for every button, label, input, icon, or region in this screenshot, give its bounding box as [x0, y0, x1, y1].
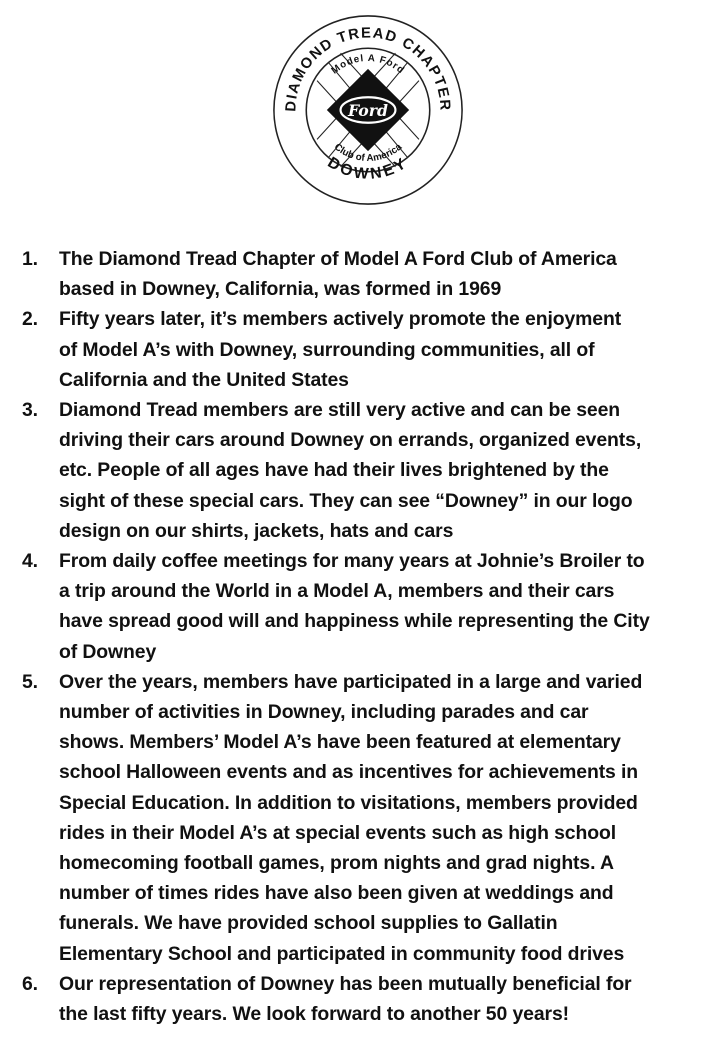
- list-item-number: 3.: [22, 399, 38, 422]
- list-item-line: of Model A’s with Downey, surrounding communities, all of: [59, 338, 595, 361]
- chapter-logo-graphic: [270, 12, 466, 208]
- logo-ford-text: Ford: [348, 100, 388, 120]
- list-item-line: based in Downey, California, was formed in 1969: [59, 278, 502, 301]
- list-item-line: Diamond Tread members are still very active and can be seen: [59, 399, 620, 422]
- list-item-line: Our representation of Downey has been mutually beneficial for: [59, 972, 632, 995]
- list-item-text: [59, 395, 705, 546]
- list-item: [0, 244, 719, 304]
- list-item-line: sight of these special cars. They can see “Downey” in our logo: [59, 489, 633, 512]
- list-item-number: 1.: [22, 248, 38, 270]
- list-item: [0, 395, 719, 546]
- list-item-line: funerals. We have provided school supplies to Gallatin: [59, 912, 558, 935]
- list-item-text: [59, 244, 705, 304]
- list-item-line: the last fifty years. We look forward to another 50 years!: [59, 1003, 570, 1026]
- list-item-line: school Halloween events and as incentives for achievements in: [59, 761, 639, 784]
- list-item-line: homecoming football games, prom nights and grad nights. A: [59, 852, 614, 875]
- logo-inner-top-text: Model A Ford: [329, 52, 407, 77]
- list-item-number: 4.: [22, 550, 38, 573]
- list-item-line: rides in their Model A’s at special events such as high school: [59, 821, 617, 844]
- logo-top-arc-text: DIAMOND TREAD CHAPTER: [283, 25, 453, 113]
- list-item-line: etc. People of all ages have had their lives brightened by the: [59, 459, 609, 482]
- list-item-line: Special Education. In addition to visitations, members provided: [59, 791, 638, 814]
- logo-inner-bottom-text: Club of America: [331, 141, 405, 165]
- logo-bottom-text: DOWNEY: [324, 154, 412, 184]
- list-item-line: From daily coffee meetings for many years at Johnie’s Broiler to: [59, 550, 645, 573]
- list-item-text: [59, 969, 705, 1029]
- list-item-text: [59, 304, 705, 395]
- list-item-line: Over the years, members have participated in a large and varied: [59, 670, 643, 693]
- list-item-line: driving their cars around Downey on errands, organized events,: [59, 429, 642, 452]
- chapter-logo: [270, 12, 466, 208]
- list-item: [0, 969, 719, 1029]
- list-item-line: have spread good will and happiness while representing the City: [59, 610, 650, 633]
- list-item-text: [59, 667, 705, 969]
- numbered-list: [0, 244, 719, 1029]
- list-item-line: a trip around the World in a Model A, members and their cars: [59, 580, 615, 603]
- list-item-number: 6.: [22, 972, 38, 995]
- list-item-line: shows. Members’ Model A’s have been featured at elementary: [59, 731, 621, 754]
- list-item: [0, 667, 719, 969]
- list-item: [0, 546, 719, 667]
- list-item-line: of Downey: [59, 640, 157, 663]
- list-item-number: 2.: [22, 308, 38, 331]
- list-item-line: California and the United States: [59, 368, 349, 391]
- list-item-line: Fifty years later, it’s members actively promote the enjoyment: [59, 308, 622, 331]
- list-item-line: design on our shirts, jackets, hats and cars: [59, 519, 454, 542]
- list-item-text: [59, 546, 705, 667]
- list-item-line: The Diamond Tread Chapter of Model A Ford Club of America: [59, 248, 617, 270]
- list-item-number: 5.: [22, 670, 38, 693]
- list-item-line: number of activities in Downey, including parades and car: [59, 701, 589, 724]
- list-item-line: Elementary School and participated in community food drives: [59, 942, 625, 965]
- list-item: [0, 304, 719, 395]
- list-item-line: number of times rides have also been given at weddings and: [59, 882, 614, 905]
